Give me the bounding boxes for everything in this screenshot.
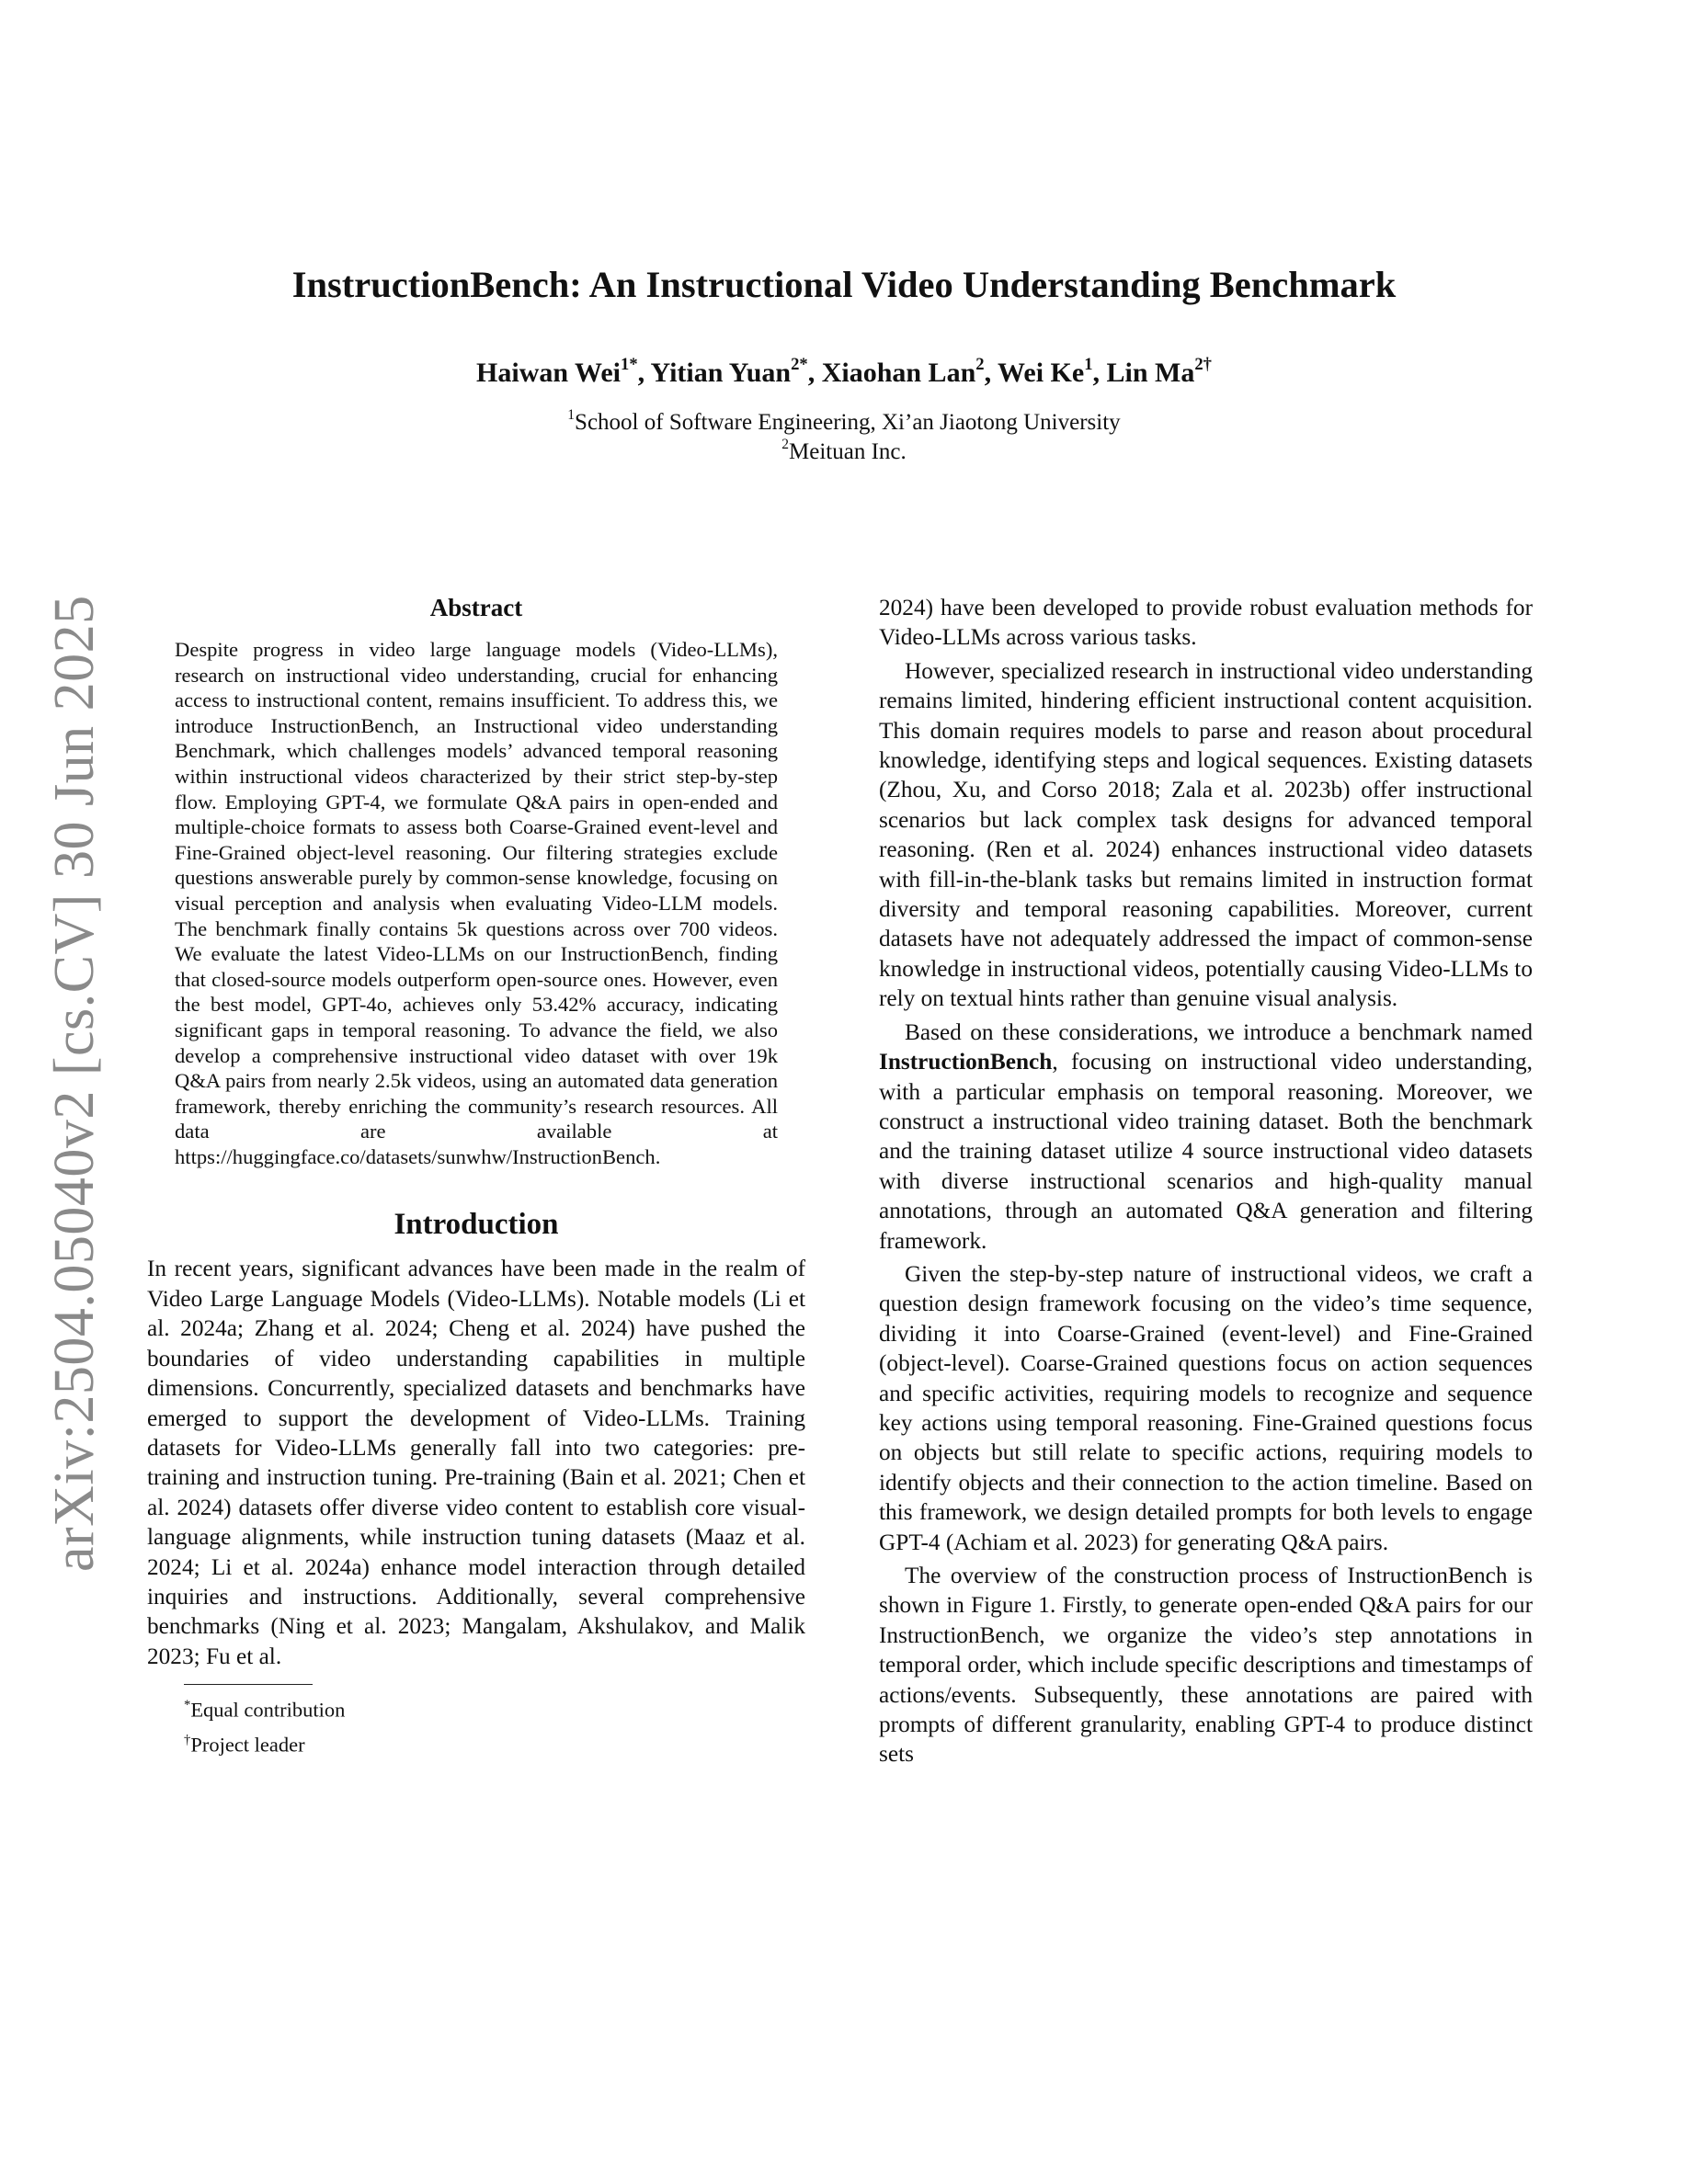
author-list bbox=[129, 355, 1559, 392]
footnotes bbox=[147, 1690, 805, 1759]
introduction-paragraph-continued: 2024) have been developed to provide robust evaluation methods for Video-LLMs across various tasks. bbox=[879, 595, 1533, 651]
author-name: Wei Ke bbox=[998, 358, 1085, 388]
affiliation-line bbox=[129, 408, 1559, 438]
paragraph-text: Based on these considerations, we introduce a benchmark named bbox=[905, 1018, 1533, 1045]
author-separator: , bbox=[807, 358, 822, 388]
footnote bbox=[184, 1725, 805, 1760]
footnote-text: Project leader bbox=[190, 1733, 305, 1757]
arxiv-identifier-stamp: arXiv:2504.05040v2 [cs.CV] 30 Jun 2025 bbox=[43, 595, 106, 1572]
author-affiliation-mark: 2* bbox=[791, 355, 808, 375]
affiliation-line bbox=[129, 438, 1559, 467]
introduction-heading: Introduction bbox=[393, 1208, 559, 1242]
affiliation-mark: 2 bbox=[781, 437, 789, 453]
author-separator: , bbox=[984, 358, 998, 388]
introduction-paragraph: However, specialized research in instructional video understanding remains limited, hindering efficient instructional content acquisition. This domain requires models to parse and reason about procedural knowledge, identifying steps and logical sequences. Existing datasets (Zhou, Xu, and Corso 2018; Zala et al. 2023b) offer instructional scenarios but lack complex task designs for advanced temporal reasoning. (Ren et al. 2024) enhances instructional video datasets with fill-in-the-blank tasks but remains limited in instruction format diversity and temporal reasoning capabilities. Moreover, current datasets have not adequately addressed the impact of common-sense knowledge in instructional videos, potentially causing Video-LLMs to rely on textual hints rather than genuine visual analysis. bbox=[879, 657, 1533, 1012]
introduction-paragraph: In recent years, significant advances have been made in the realm of Video Large Language Models (Video-LLMs). Notable models (Li et al. 2024a; Zhang et al. 2024; Cheng et al. 2024) have pushed the boundaries of video understanding capabilities in multiple dimensions. Concurrently, specialized datasets and benchmarks have emerged to support the development of Video-LLMs. Training datasets for Video-LLMs generally fall into two categories: pre-training and instruction tuning. Pre-training (Bain et al. 2021; Chen et al. 2024) datasets offer diverse video content to establish core visual-language alignments, while instruction tuning datasets (Maaz et al. 2024; Li et al. 2024a) enhance model interaction through detailed inquiries and instructions. Additionally, several comprehensive benchmarks (Ning et al. 2023; Mangalam, Akshulakov, and Malik 2023; Fu et al. bbox=[147, 1256, 805, 1669]
right-column bbox=[879, 593, 1533, 1769]
author-separator: , bbox=[637, 358, 651, 388]
introduction-paragraph: Given the step-by-step nature of instructional videos, we craft a question design framework focusing on the video’s time sequence, dividing it into Coarse-Grained (event-level) and Fine-Grained (object-level). Coarse-Grained questions focus on action sequences and specific activities, requiring models to recognize and sequence key actions using temporal reasoning. Fine-Grained questions focus on objects but still relate to specific actions, requiring models to identify objects and their connection to the action timeline. Based on this framework, we design detailed prompts for both levels to engage GPT-4 (Achiam et al. 2023) for generating Q&A pairs. bbox=[879, 1260, 1533, 1555]
author-affiliation-mark: 1 bbox=[1084, 355, 1093, 375]
abstract-heading: Abstract bbox=[429, 594, 523, 621]
abstract-text: Despite progress in video large language models (Video-LLMs), research on instructional video understanding, crucial for enhancing access to instructional content, remains insufficient. To address this, we introduce InstructionBench, an Instructional video understanding Benchmark, which challenges models’ advanced temporal reasoning within instructional videos characterized by their strict step-by-step flow. Employing GPT-4, we formulate Q&A pairs in open-ended and multiple-choice formats to assess both Coarse-Grained event-level and Fine-Grained object-level reasoning. Our filtering strategies exclude questions answerable purely by common-sense knowledge, focusing on visual perception and analysis when evaluating Video-LLM models. The benchmark finally contains 5k questions across over 700 videos. We evaluate the latest Video-LLMs on our InstructionBench, finding that closed-source models outperform open-source ones. However, even the best model, GPT-4o, achieves only 53.42% accuracy, indicating significant gaps in temporal reasoning. To advance the field, we also develop a comprehensive instructional video dataset with over 19k Q&A pairs from nearly 2.5k videos, using an automated data generation framework, thereby enriching the community’s research resources. All data are available at https://huggingface.co/datasets/sunwhw/InstructionBench. bbox=[175, 638, 778, 1168]
author-name: Lin Ma bbox=[1106, 358, 1195, 388]
author-affiliation-mark: 2 bbox=[975, 355, 985, 375]
affiliation-text: School of Software Engineering, Xi’an Jiaotong University bbox=[575, 410, 1121, 435]
footnote-mark: * bbox=[184, 1698, 191, 1713]
author-name: Yitian Yuan bbox=[650, 358, 792, 388]
benchmark-name-bold: InstructionBench bbox=[879, 1049, 1053, 1075]
author-name: Xiaohan Lan bbox=[821, 358, 976, 388]
footnote-rule bbox=[184, 1684, 313, 1685]
left-column bbox=[147, 593, 805, 1759]
abstract-block bbox=[147, 637, 805, 1169]
footnote-text: Equal contribution bbox=[190, 1698, 346, 1722]
footnote bbox=[184, 1690, 805, 1725]
introduction-paragraph: The overview of the construction process of InstructionBench is shown in Figure 1. Firstly, to generate open-ended Q&A pairs for our InstructionBench, we organize the video’s step annotations in temporal order, which include specific descriptions and timestamps of actions/events. Subsequently, these annotations are paired with prompts of different granularity, enabling GPT-4 to produce distinct sets bbox=[879, 1563, 1533, 1768]
paper-title: InstructionBench: An Instructional Video Understanding Benchmark bbox=[291, 264, 1397, 305]
paragraph-text: , focusing on instructional video understanding, with a particular emphasis on temporal reasoning. Moreover, we construct a instructional video training dataset. Both the benchmark and the training dataset utilize 4 source instructional video datasets with diverse instructional scenarios and high-quality manual annotations, through an automated Q&A generation and filtering framework. bbox=[879, 1049, 1533, 1254]
affiliation-mark: 1 bbox=[567, 407, 576, 424]
affiliation-text: Meituan Inc. bbox=[789, 439, 907, 464]
affiliations bbox=[129, 408, 1559, 467]
author-affiliation-mark: 1* bbox=[621, 355, 638, 375]
introduction-paragraph bbox=[879, 1018, 1533, 1256]
author-separator: , bbox=[1092, 358, 1107, 388]
author-name: Haiwan Wei bbox=[476, 358, 622, 388]
author-affiliation-mark: 2† bbox=[1194, 355, 1212, 375]
footnote-mark: † bbox=[184, 1732, 191, 1747]
